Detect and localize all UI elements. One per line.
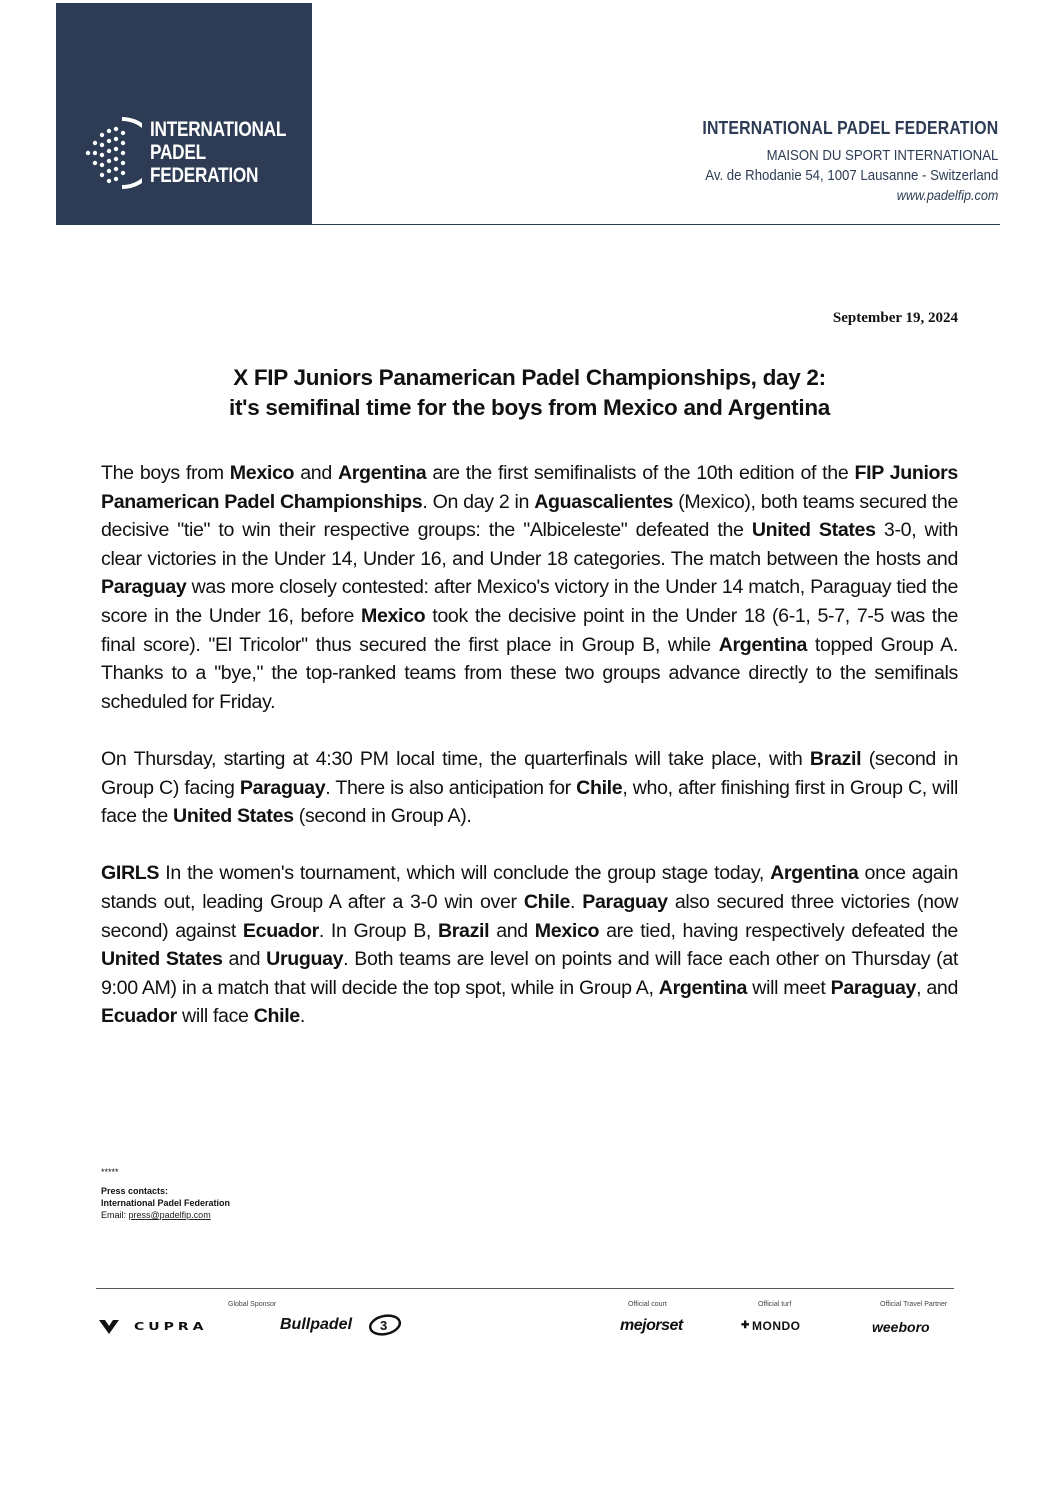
bold-text-run: Paraguay <box>582 890 668 913</box>
contacts-email-row <box>101 1209 230 1221</box>
text-run: 3-0, with clear victories in the Under 14, Under 16, and Under 18 categories. The match between the hosts and <box>101 519 958 570</box>
official-travel-partner-label: Official Travel Partner <box>880 1301 948 1308</box>
text-run: (second in Group A). <box>293 805 472 828</box>
bold-text-run: Chile <box>576 776 623 799</box>
global-sponsor-label: Global Sponsor <box>228 1301 277 1308</box>
bold-text-run: GIRLS <box>101 862 160 885</box>
bold-text-run: United States <box>173 805 294 828</box>
bold-text-run: United States <box>751 519 876 542</box>
separator-stars: ***** <box>101 1167 119 1177</box>
bullpadel-mark-icon <box>368 1314 402 1336</box>
text-run: was more closely contested: after Mexico's victory in the Under 14 match, Paraguay tied the score in the Under 16, before <box>101 576 958 627</box>
bold-text-run: Paraguay <box>101 576 187 599</box>
bold-text-run: Ecuador <box>242 919 319 942</box>
title-line: X FIP Juniors Panamerican Padel Championships, day 2: <box>233 365 826 390</box>
footer-divider <box>96 1288 954 1289</box>
mondo-mark-icon: ✚ <box>741 1320 750 1331</box>
organization-address <box>662 118 998 203</box>
article-paragraph <box>101 859 958 1031</box>
text-run: , and <box>916 976 958 999</box>
official-turf-label: Official turf <box>758 1301 792 1308</box>
address-line: MAISON DU SPORT INTERNATIONAL <box>766 147 998 164</box>
official-court-label: Official court <box>628 1301 667 1308</box>
contacts-label: Press contacts: <box>101 1186 169 1196</box>
article-paragraph <box>101 459 958 716</box>
email-link[interactable]: press@padelfip.com <box>128 1210 211 1220</box>
text-run: , who, after finishing first in Group C, will face the <box>101 776 958 828</box>
logo-line: INTERNATIONAL <box>150 118 287 141</box>
text-run: In the women's tournament, which will conclude the group stage today, <box>159 862 771 885</box>
logo-wordmark <box>150 118 286 187</box>
contacts-org: International Padel Federation <box>101 1198 231 1208</box>
bold-text-run: Chile <box>523 890 571 913</box>
article-paragraph <box>101 745 958 831</box>
email-label: Email: <box>101 1210 129 1220</box>
text-run: . On day 2 in <box>422 490 535 513</box>
text-run: took the decisive point in the Under 18 (6-1, 5-7, 7-5 was the final score). "El Tricolor" thus secured the first place in Group B, while <box>101 604 958 656</box>
text-run: are tied, having respectively defeated the <box>599 919 958 942</box>
weeboro-logo: weeboro <box>872 1319 930 1335</box>
header-divider <box>312 224 1000 225</box>
press-release-title <box>101 363 958 423</box>
text-run: and <box>294 462 338 484</box>
bold-text-run: United States <box>101 948 223 971</box>
text-run: also secured three victories (now second) against <box>101 890 958 942</box>
bold-text-run: Paraguay <box>830 976 917 999</box>
bold-text-run: Chile <box>253 1005 300 1028</box>
logo-line: FEDERATION <box>150 164 259 187</box>
press-release-date: September 19, 2024 <box>832 310 958 326</box>
text-run: . <box>570 890 583 913</box>
text-run: once again stands out, leading Group A after a 3-0 win over <box>101 862 958 913</box>
text-run: topped Group A. Thanks to a "bye," the top-ranked teams from these two groups advance directly to the semifinals scheduled for Friday. <box>101 633 958 713</box>
text-run: will meet <box>747 976 831 999</box>
text-run: . Both teams are level on points and will face each other on Thursday (at 9:00 AM) in a match that will decide the top spot, while in Group A, <box>101 948 958 999</box>
text-run: are the first semifinalists of the 10th edition of the <box>426 462 855 484</box>
bold-text-run: Argentina <box>658 976 748 999</box>
bold-text-run: Brazil <box>437 919 490 942</box>
mondo-logo: MONDO <box>752 1319 801 1333</box>
bold-text-run: Argentina <box>770 862 859 885</box>
text-run: and <box>489 919 535 942</box>
text-run: (Mexico), both teams secured the decisive "tie" to win their respective groups: the "Albiceleste" defeated the <box>101 490 958 542</box>
org-name: INTERNATIONAL PADEL FEDERATION <box>702 118 998 138</box>
text-run: and <box>222 948 267 971</box>
text-run: The boys from <box>101 462 230 484</box>
bold-text-run: Mexico <box>229 462 295 484</box>
bold-text-run: Ecuador <box>101 1005 177 1028</box>
title-line: it's semifinal time for the boys from Mexico and Argentina <box>229 395 830 420</box>
mejorset-logo: mejorset <box>620 1317 683 1334</box>
bold-text-run: Paraguay <box>239 776 326 799</box>
text-run: . <box>299 1005 305 1028</box>
bold-text-run: Uruguay <box>266 948 344 971</box>
text-run: (second in Group C) facing <box>101 747 958 799</box>
bullpadel-logo-text: Bullpadel <box>280 1316 353 1333</box>
bold-text-run: FIP Juniors Panamerican Padel Championships <box>101 462 958 513</box>
svg-text:3: 3 <box>380 1318 388 1333</box>
bold-text-run: Mexico <box>360 604 426 627</box>
bold-text-run: Argentina <box>337 462 427 484</box>
article-body <box>101 459 958 1059</box>
press-contacts <box>101 1166 230 1221</box>
text-run: On Thursday, starting at 4:30 PM local time, the quarterfinals will take place, with <box>101 747 810 770</box>
text-run: . In Group B, <box>318 919 438 942</box>
cupra-logo: CUPRA <box>134 1321 208 1333</box>
bold-text-run: Brazil <box>809 747 862 770</box>
bold-text-run: Aguascalientes <box>534 490 674 513</box>
address-line: Av. de Rhodanie 54, 1007 Lausanne - Switzerland <box>704 167 998 184</box>
cupra-triangle-icon <box>98 1318 120 1336</box>
text-run: . There is also anticipation for <box>325 776 577 799</box>
fip-ball-logo-icon <box>84 113 142 193</box>
header-logo-block <box>56 3 312 225</box>
text-run: will face <box>176 1005 254 1028</box>
bold-text-run: Mexico <box>534 919 600 942</box>
website-link[interactable]: www.padelfip.com <box>896 187 998 203</box>
bold-text-run: Argentina <box>718 633 808 656</box>
logo-line: PADEL <box>150 141 206 164</box>
